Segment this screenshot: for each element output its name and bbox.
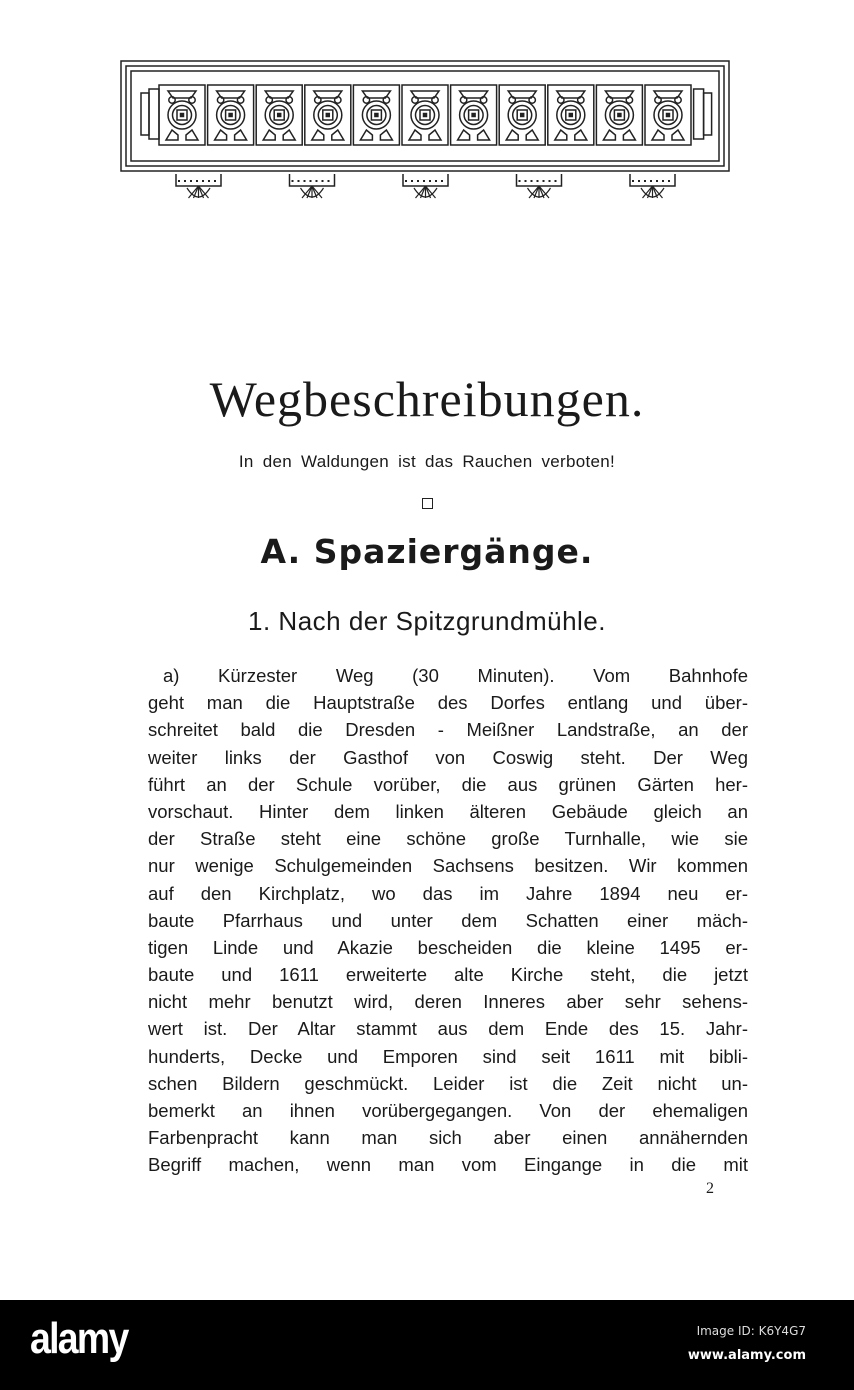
- text-line: bemerkt an ihnen vorübergegangen. Von der ehemaligen: [148, 1100, 748, 1121]
- section-heading: A. Spaziergänge.: [260, 532, 594, 571]
- text-line: schen Bildern geschmückt. Leider ist die Zeit nicht un-: [148, 1072, 748, 1094]
- text-line: hunderts, Decke und Emporen sind seit 1611 mit bibli-: [148, 1045, 748, 1067]
- text-line: tigen Linde und Akazie bescheiden die kleine 1495 er-: [148, 936, 748, 958]
- text-line: vorschaut. Hinter dem linken älteren Gebäude gleich an: [148, 800, 748, 822]
- text-line: weiter links der Gasthof von Coswig steht. Der Weg: [148, 746, 748, 768]
- text-line: a) Kürzester Weg (30 Minuten). Vom Bahnhofe: [163, 665, 748, 686]
- square-ornament-icon: [422, 498, 433, 509]
- body-text: [148, 662, 748, 1179]
- ornament-end-left: [141, 93, 149, 135]
- no-smoking-notice: In den Waldungen ist das Rauchen verboten!: [238, 452, 616, 471]
- page-number: 2: [706, 1180, 714, 1197]
- image-id: Image ID: K6Y4G7: [696, 1324, 806, 1338]
- text-line: geht man die Hauptstraße des Dorfes entlang und über-: [148, 692, 748, 714]
- text-line: führt an der Schule vorüber, die aus grünen Gärten her-: [148, 773, 748, 795]
- decorative-header-ornament: [118, 58, 732, 203]
- text-line: Farbenpracht kann man sich aber einen annähernden: [148, 1127, 748, 1149]
- text-line: wert ist. Der Altar stammt aus dem Ende des 15. Jahr-: [148, 1018, 748, 1040]
- watermark-bar: [0, 1300, 854, 1390]
- alamy-logo: alamy: [30, 1314, 128, 1363]
- text-line: baute und 1611 erweiterte alte Kirche steht, die jetzt: [148, 964, 748, 986]
- text-line: nur wenige Schulgemeinden Sachsens besitzen. Wir kommen: [148, 855, 748, 877]
- text-line: nicht mehr benutzt wird, deren Inneres aber sehr sehens-: [148, 991, 748, 1013]
- text-line: auf den Kirchplatz, wo das im Jahre 1894 neu er-: [148, 882, 748, 904]
- text-line: der Straße steht eine schöne große Turnhalle, wie sie: [148, 828, 748, 850]
- watermark-url: www.alamy.com: [687, 1348, 806, 1363]
- text-line: schreitet bald die Dresden - Meißner Landstraße, an der: [148, 719, 748, 741]
- subsection-heading: 1. Nach der Spitzgrundmühle.: [248, 606, 606, 636]
- ornament-end-right: [694, 89, 704, 139]
- text-line: Begriff machen, wenn man vom Eingange in die mit: [148, 1154, 748, 1176]
- text-line: baute Pfarrhaus und unter dem Schatten einer mäch-: [148, 909, 748, 931]
- page-title: Wegbeschreibungen.: [209, 371, 645, 427]
